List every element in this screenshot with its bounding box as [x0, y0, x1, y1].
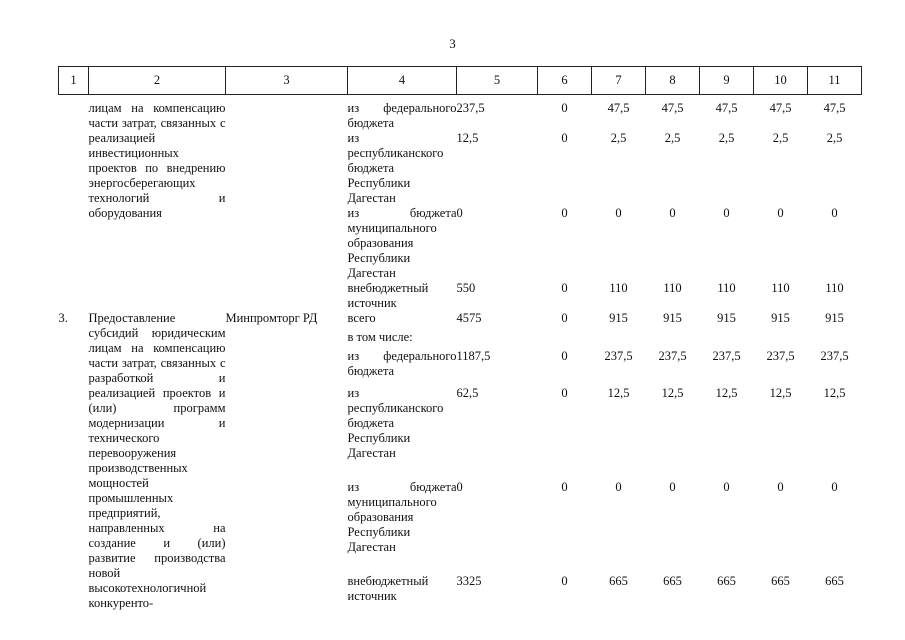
cell-value: 915 — [609, 311, 628, 325]
cell-value: 237,5 — [820, 348, 849, 363]
cell-value: 110 — [771, 281, 790, 295]
col-header: 11 — [808, 67, 862, 95]
funding-source: из федерального бюджета — [347, 101, 457, 130]
cell-value: 915 — [663, 311, 682, 325]
funding-source: из федерального бюджета — [347, 348, 457, 378]
cell-value: 665 — [771, 573, 790, 588]
cell-value: 0 — [777, 206, 784, 220]
cell-value: 237,5 — [766, 348, 795, 363]
cell-value — [754, 330, 808, 349]
cell-value: 0 — [561, 573, 568, 588]
cell-value: 0 — [831, 206, 838, 220]
cell-value: 2,5 — [664, 131, 681, 145]
cell-value: 0 — [561, 311, 568, 325]
col-header: 4 — [348, 67, 457, 95]
cell-total: 4575 — [456, 311, 482, 325]
row-number — [59, 95, 89, 312]
cell-value: 915 — [717, 311, 736, 325]
table-row — [59, 95, 862, 132]
col-header: 8 — [646, 67, 700, 95]
funding-source: из бюджета муниципального образования Республики Дагестан — [347, 479, 457, 554]
col-header: 10 — [754, 67, 808, 95]
cell-value: 2,5 — [826, 131, 843, 145]
col-header: 9 — [700, 67, 754, 95]
cell-value: 12,5 — [823, 386, 846, 400]
cell-value: 915 — [771, 311, 790, 325]
cell-value: 0 — [561, 281, 568, 295]
cell-value: 12,5 — [715, 386, 738, 400]
cell-value: 0 — [831, 479, 838, 494]
funding-source: внебюджетный источник — [347, 281, 429, 310]
funding-source: из республиканского бюджета Республики Дагестан — [347, 131, 444, 205]
cell-value: 0 — [561, 206, 568, 220]
cell-total: 3325 — [456, 573, 482, 588]
cell-value: 237,5 — [604, 348, 633, 363]
cell-value — [646, 330, 700, 349]
cell-value: 0 — [561, 101, 568, 115]
cell-value: 0 — [561, 479, 568, 494]
budget-table — [58, 66, 862, 611]
cell-value: 2,5 — [610, 131, 627, 145]
cell-total: 550 — [456, 281, 476, 295]
cell-value: 0 — [669, 206, 676, 220]
cell-value: 0 — [561, 348, 568, 363]
cell-value: 665 — [609, 573, 628, 588]
cell-value: 237,5 — [658, 348, 687, 363]
cell-value: 12,5 — [661, 386, 684, 400]
cell-value: 2,5 — [772, 131, 789, 145]
funding-source: внебюджетный источник — [347, 573, 429, 603]
cell-value: 2,5 — [718, 131, 735, 145]
cell-value: 47,5 — [769, 101, 792, 115]
col-header: 3 — [226, 67, 348, 95]
col-header: 5 — [457, 67, 538, 95]
cell-value: 0 — [615, 206, 622, 220]
cell-value: 665 — [825, 573, 844, 588]
cell-value: 47,5 — [715, 101, 738, 115]
cell-value: 110 — [825, 281, 844, 295]
cell-total: 237,5 — [456, 101, 485, 115]
executor: Минпромторг РД — [225, 311, 318, 325]
table-row — [59, 311, 862, 330]
cell-total: 0 — [456, 479, 463, 494]
cell-value: 47,5 — [661, 101, 684, 115]
page-number: 3 — [449, 36, 456, 51]
cell-value: 0 — [669, 479, 676, 494]
cell-value: 0 — [777, 479, 784, 494]
cell-value: 47,5 — [607, 101, 630, 115]
cell-value: 0 — [723, 479, 730, 494]
cell-total: 62,5 — [456, 386, 479, 400]
cell-total: 1187,5 — [456, 348, 491, 363]
cell-value: 665 — [663, 573, 682, 588]
funding-source: в том числе: — [347, 329, 413, 344]
cell-value — [808, 330, 862, 349]
funding-source: всего — [347, 311, 376, 325]
header-row — [59, 67, 862, 95]
cell-value: 110 — [717, 281, 736, 295]
cell-value: 0 — [723, 206, 730, 220]
cell-value — [592, 330, 646, 349]
cell-total: 12,5 — [456, 131, 479, 145]
cell-value: 0 — [615, 479, 622, 494]
cell-total — [457, 330, 538, 349]
cell-total: 0 — [456, 206, 463, 220]
cell-value — [538, 330, 592, 349]
cell-value: 12,5 — [769, 386, 792, 400]
funding-source: из республиканского бюджета Республики Дагестан — [347, 386, 444, 460]
executor — [226, 95, 348, 312]
funding-source: из бюджета муниципального образования Республики Дагестан — [347, 206, 457, 280]
col-header: 7 — [592, 67, 646, 95]
cell-value: 665 — [717, 573, 736, 588]
cell-value: 237,5 — [712, 348, 741, 363]
cell-value: 915 — [825, 311, 844, 325]
measure-description: Предоставление субсидий юридическим лицам на компенсацию части затрат, связанных с разработкой и реализацией проектов и (или) программ модернизации и технического перевооружения производственных мощностей промышленных предприятий, направленных на создание и (или) развитие производства новой высокотехнологичной конкуренто- — [88, 311, 226, 610]
cell-value: 47,5 — [823, 101, 846, 115]
cell-value: 12,5 — [607, 386, 630, 400]
cell-value: 0 — [561, 386, 568, 400]
col-header: 2 — [89, 67, 226, 95]
col-header: 6 — [538, 67, 592, 95]
measure-description: лицам на компенсацию части затрат, связанных с реализацией инвестиционных проектов по внедрению энергосберегающих технологий и оборудования — [88, 101, 226, 220]
cell-value — [700, 330, 754, 349]
col-header: 1 — [59, 67, 89, 95]
row-number: 3. — [58, 311, 68, 325]
cell-value: 110 — [663, 281, 682, 295]
cell-value: 110 — [609, 281, 628, 295]
cell-value: 0 — [561, 131, 568, 145]
